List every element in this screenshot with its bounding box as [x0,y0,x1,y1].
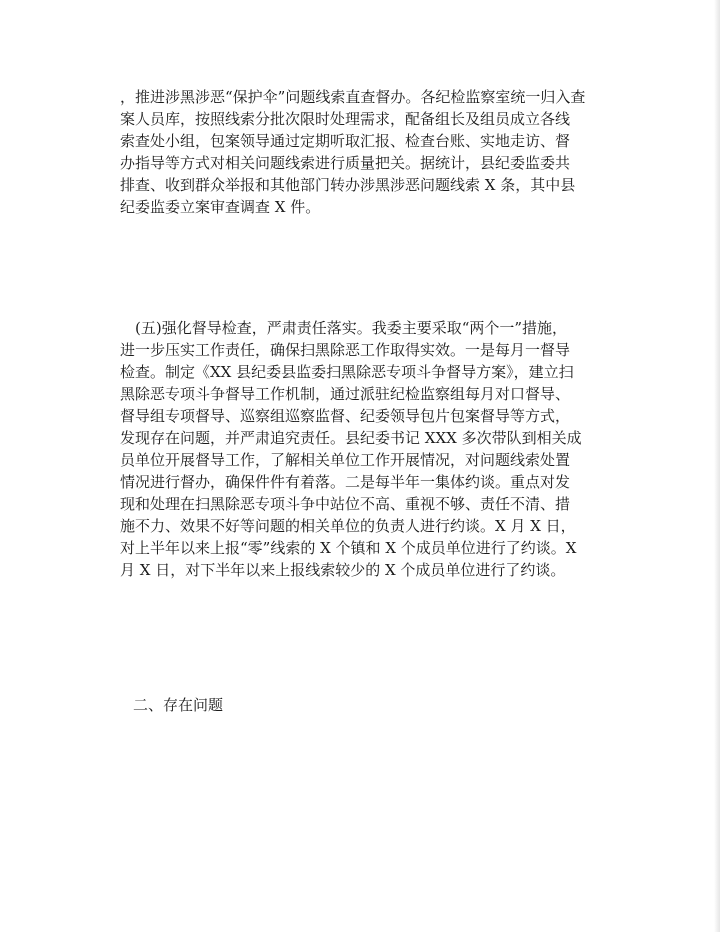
text-line: 进一步压实工作责任，确保扫黑除恶工作取得实效。一是每月一督导 [120,341,571,359]
text-line: 检查。制定《XX 县纪委县监委扫黑除恶专项斗争督导方案》，建立扫 [120,363,574,381]
page-edge-shadow [714,0,720,932]
text-line: 办指导等方式对相关问题线索进行质量把关。据统计，县纪委监委共 [120,154,571,172]
text-line: 情况进行督办，确保件件有着落。二是每半年一集体约谈。重点对发 [120,473,571,491]
text-line: 黑除恶专项斗争督导工作机制，通过派驻纪检监察组每月对口督导、 [120,385,571,403]
text-line: 索查处小组，包案领导通过定期听取汇报、检查台账、实地走访、督 [120,132,571,150]
text-line: 员单位开展督导工作，了解相关单位工作开展情况，对问题线索处置 [120,451,571,469]
text-line: 发现存在问题，并严肃追究责任。县纪委书记 XXX 多次带队到相关成 [120,429,582,447]
text-line: 对上半年以来上报“零”线索的 X 个镇和 X 个成员单位进行了约谈。X [120,539,577,557]
paragraph-inspection-accountability [120,317,604,581]
text-line: 施不力、效果不好等问题的相关单位的负责人进行约谈。X 月 X 日， [120,517,576,535]
paragraph-supervision-clues [120,86,604,218]
text-line: ，推进涉黑涉恶“保护伞”问题线索直查督办。各纪检监察室统一归入查 [120,88,586,106]
text-line: 纪委监委立案审查调查 X 件。 [120,198,321,216]
text-line: 督导组专项督导、巡察组巡察监督、纪委领导包片包案督导等方式， [120,407,571,425]
text-line: 月 X 日，对下半年以来上报线索较少的 X 个成员单位进行了约谈。 [120,561,566,579]
section-heading: 二、存在问题 [133,696,224,714]
text-line: 排查、收到群众举报和其他部门转办涉黑涉恶问题线索 X 条，其中县 [120,176,576,194]
text-line: 案人员库，按照线索分批次限时处理需求，配备组长及组员成立各线 [120,110,571,128]
text-line: (五)强化督导检查，严肃责任落实。我委主要采取“两个一”措施， [120,319,568,337]
text-line: 现和处理在扫黑除恶专项斗争中站位不高、重视不够、责任不清、措 [120,495,571,513]
